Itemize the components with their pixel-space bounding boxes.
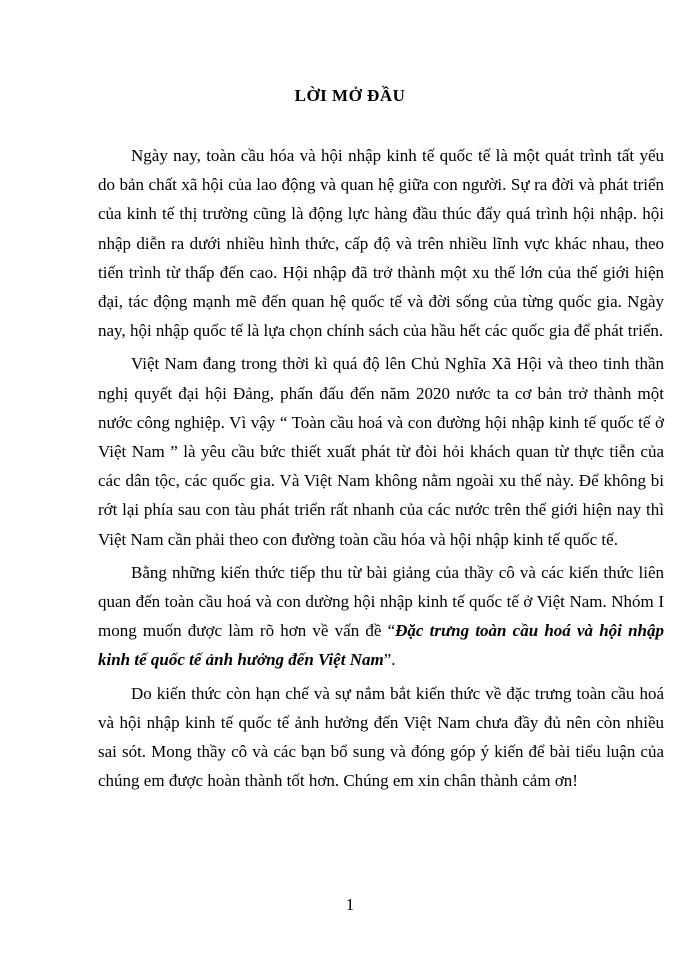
paragraph-3 [98, 558, 664, 675]
document-body [98, 141, 664, 799]
page-title: LỜI MỞ ĐẦU [294, 86, 406, 105]
paragraph-2: Việt Nam đang trong thời kì quá độ lên Chủ Nghĩa Xã Hội và theo tinh thần nghị quyết đại hội Đảng, phấn đấu đến năm 2020 nước ta cơ bản trở thành một nước công nghiệp. Vì vậy “ Toàn cầu hoá và con đường hội nhập kinh tế quốc tế ở Việt Nam ” là yêu cầu bức thiết xuất phát từ đòi hỏi khách quan từ thực tiễn của các dân tộc, các quốc gia. Và Việt Nam không nằm ngoài xu thế này. Để không bi rớt lại phía sau con tàu phát triển rất nhanh của các nước trên thế giới hiện nay thì Việt Nam cần phải theo con đường toàn cầu hóa và hội nhập kinh tế quốc tế. [98, 354, 664, 549]
page-number: 1 [345, 895, 355, 914]
paragraph-1: Ngày nay, toàn cầu hóa và hội nhập kinh tế quốc tế là một quát trình tất yếu do bản chất xã hội của lao động và quan hệ giữa con người. Sự ra đời và phát triển của kinh tế thị trường cũng là động lực hàng đầu thúc đẩy quá trình hội nhập. hội nhập diễn ra dưới nhiều hình thức, cấp độ và trên nhiều lĩnh vực khác nhau, theo tiến trình từ thấp đến cao. Hội nhập đã trở thành một xu thế lớn của thế giới hiện đại, tác động mạnh mẽ đến quan hệ quốc tế và đời sống của từng quốc gia. Ngày nay, hội nhập quốc tế là lựa chọn chính sách của hầu hết các quốc gia để phát triển. [98, 146, 664, 341]
paragraph-4: Do kiến thức còn hạn chế và sự nắm bắt kiến thức về đặc trưng toàn cầu hoá và hội nhập kinh tế quốc tế ảnh hưởng đến Việt Nam chưa đầy đủ nên còn nhiều sai sót. Mong thầy cô và các bạn bổ sung và đóng góp ý kiến để bài tiểu luận của chúng em được hoàn thành tốt hơn. Chúng em xin chân thành cảm ơn! [98, 683, 664, 791]
paragraph-3-emphasis: Đặc trưng toàn cầu hoá và hội nhập kinh tế quốc tế ảnh hưởng đến Việt Nam [98, 621, 664, 670]
paragraph-3-text-after: ”. [383, 650, 396, 670]
paragraph-3-text-before: Bằng những kiến thức tiếp thu từ bài giảng của thầy cô và các kiến thức liên quan đến toàn cầu hoá và con dường hội nhập kinh tế quốc tế ở Việt Nam. Nhóm I mong muốn được làm rõ hơn về vấn đề “ [98, 562, 664, 641]
